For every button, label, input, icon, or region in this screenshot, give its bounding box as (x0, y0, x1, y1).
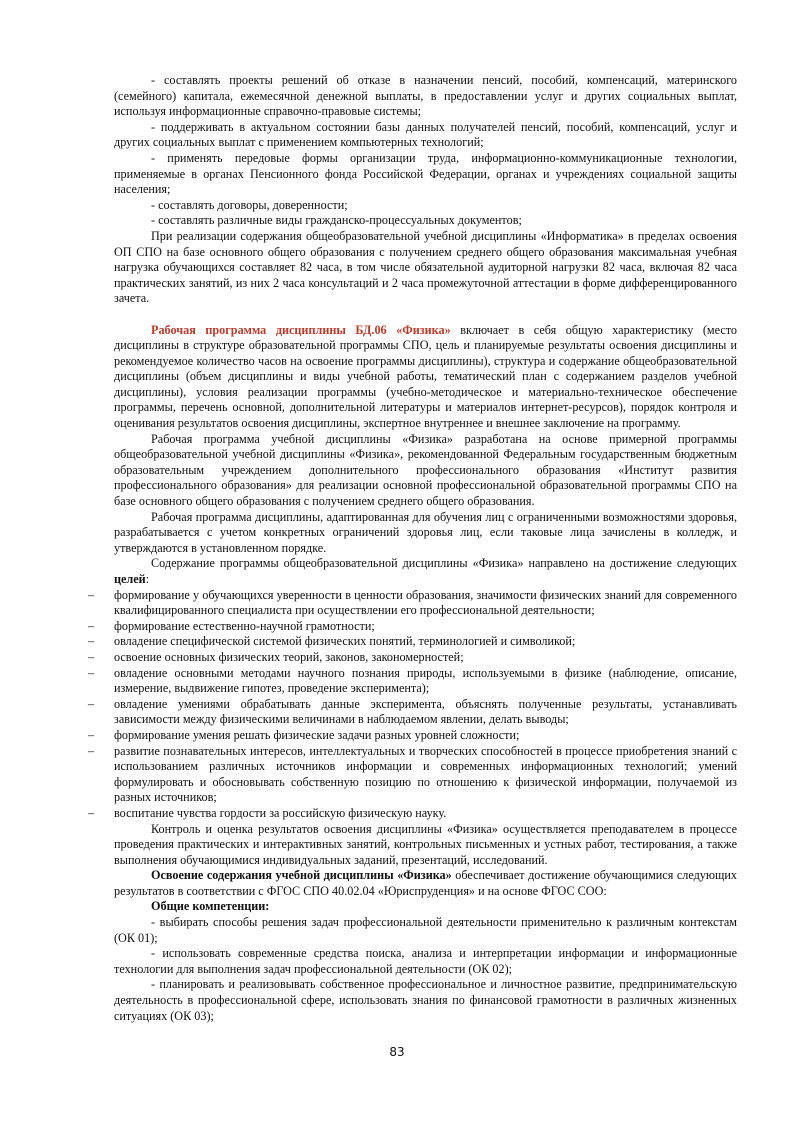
list-item (88, 618, 737, 635)
page-number: 83 (389, 1045, 405, 1059)
competency-ok01: - выбирать способы решения задач профессиональной деятельности применительно к различным контекстам (ОК 01); (114, 915, 737, 945)
goal-text: формирование умения решать физические задачи разных уровней сложности; (114, 727, 520, 742)
goals-lead-paragraph (114, 556, 737, 587)
goal-text: овладение специфической системой физических понятий, терминологией и символикой; (114, 634, 576, 649)
list-item (88, 587, 737, 619)
program-basis-paragraph: Рабочая программа учебной дисциплины «Физика» разработана на основе примерной программы общеобразовательной учебной дисциплины «Физика», рекомендованной Федеральным государственным бюджетным образовательным учреждением дополнительного профессионального образования «Институт развития профессионального образования» для реализации основной профессиональной образовательной программы СПО на базе основного общего образования с получением среднего общего образования. (114, 431, 737, 509)
goal-text: воспитание чувства гордости за российскую физическую науку. (114, 805, 447, 820)
informatics-load-paragraph: При реализации содержания общеобразовательной учебной дисциплины «Информатика» в пределах освоения ОП СПО на базе основного общего образования с получением среднего общего образования максимальная учебная нагрузка обучающихся составляет 82 часа, в том числе обязательной аудиторной нагрузки 82 часа, включая 82 часа практических занятий, из них 2 часа консультаций и 2 часа промежуточной аттестации в форме дифференцированного зачета. (114, 228, 737, 306)
competency-ok02: - использовать современные средства поиска, анализа и интерпретации информации и информационные технологии для выполнения задач профессиональной деятельности (ОК 02); (114, 946, 737, 976)
page-body (88, 73, 737, 1024)
bullet-dash: – (88, 805, 95, 820)
skill-item-3: - применять передовые формы организации труда, информационно-коммуникационные технологии, применяемые в органах Пенсионного фонда Российской Федерации, органах и учреждениях социальной защиты населения; (114, 150, 737, 197)
adapted-program-paragraph: Рабочая программа дисциплины, адаптированная для обучения лиц с ограниченными возможностями здоровья, разрабатывается с учетом конкретных ограничений здоровья лиц, если таковые лица зачислены в колледж, и утверждаются в установленном порядке. (114, 509, 737, 555)
list-item (88, 665, 737, 697)
goal-text: формирование у обучающихся уверенности в ценности образования, значимости физических знаний для современного квалифицированного специалиста при осуществлении его профессиональной деятельности; (114, 587, 737, 618)
list-item (88, 805, 737, 822)
physics-program-title: Рабочая программа дисциплины БД.06 «Физика» (151, 322, 451, 337)
physics-program-intro-text: включает в себя общую характеристику (место дисциплины в структуре образовательной программы СПО, цель и планируемые результаты освоения дисциплины и рекомендуемое количество часов на освоение программы дисциплины), структура и содержание общеобразовательной дисциплины (объем дисциплины и виды учебной работы, тематический план с содержанием разделов учебной дисциплины), условия реализации программы (учебно-методическое и материально-техническое обеспечение программы, перечень основной, дополнительной литературы и материалов интернет-ресурсов), порядок контроля и оценивания результатов освоения дисциплины, экспертное внутреннее и внешнее заключение на программу. (114, 322, 737, 431)
skill-item-4: - составлять договоры, доверенности; (151, 197, 348, 212)
goals-lead-text: Содержание программы общеобразовательной дисциплины «Физика» направлено на достижение следующих (151, 556, 737, 571)
competency-ok03: - планировать и реализовывать собственное профессиональное и личностное развитие, предпринимательскую деятельность в профессиональной сфере, использовать знания по финансовой грамотности в различных жизненных ситуациях (ОК 03); (114, 977, 737, 1023)
bullet-dash: – (88, 634, 95, 649)
bullet-dash: – (88, 727, 95, 742)
goal-text: развитие познавательных интересов, интеллектуальных и творческих способностей в процессе приобретения знаний с использованием различных источников информации и современных информационных технологий; умений формулировать и обосновывать собственную позицию по отношению к физической информации, получаемой из разных источников; (114, 743, 737, 805)
skill-item-2: - поддерживать в актуальном состоянии базы данных получателей пенсий, пособий, компенсаций, услуг и других социальных выплат с применением компьютерных технологий; (114, 119, 737, 150)
goals-colon: : (145, 572, 150, 586)
goal-text: формирование естественно-научной грамотности; (114, 618, 375, 633)
list-item (88, 649, 737, 666)
goals-list (88, 587, 737, 822)
section-gap (114, 307, 737, 323)
list-item (88, 696, 737, 728)
goal-text: освоение основных физических теорий, законов, закономерностей; (114, 649, 464, 664)
bullet-dash: – (88, 587, 95, 602)
goal-text: овладение основными методами научного познания природы, используемыми в физике (наблюдение, описание, измерение, выдвижение гипотез, проведение эксперимента); (114, 665, 737, 696)
skill-item-1: - составлять проекты решений об отказе в назначении пенсий, пособий, компенсаций, материнского (семейного) капитала, ежемесячной денежной выплаты, в предоставлении услуг и других социальных выплат, используя информационные справочно-правовые системы; (114, 73, 737, 119)
physics-program-intro (114, 323, 737, 432)
mastery-text: обеспечивает достижение обучающимися следующих результатов в соответствии с ФГОС СПО 40.02.04 «Юриспруденция» и на основе ФГОС СОО: (114, 868, 737, 898)
control-paragraph: Контроль и оценка результатов освоения дисциплины «Физика» осуществляется преподавателем в процессе проведения практических и интерактивных занятий, контрольных письменных и устных работ, тестирования, а также выполнения обучающимися индивидуальных заданий, презентаций, исследований. (114, 821, 737, 867)
competencies-heading: Общие компетенции: (151, 899, 270, 914)
skill-item-5: - составлять различные виды гражданско-процессуальных документов; (151, 213, 522, 228)
goals-word: целей (114, 572, 146, 586)
bullet-dash: – (88, 618, 95, 633)
list-item (88, 727, 737, 744)
bullet-dash: – (88, 649, 95, 664)
goal-text: овладение умениями обрабатывать данные эксперимента, объяснять полученные результаты, устанавливать зависимости между физическими величинами в наблюдаемом явлении, делать выводы; (114, 696, 737, 727)
bullet-dash: – (88, 665, 95, 680)
list-item (88, 634, 737, 650)
list-item (88, 743, 737, 806)
mastery-bold: Освоение содержания учебной дисциплины «Физика» (151, 868, 452, 883)
mastery-paragraph (114, 868, 737, 899)
bullet-dash: – (88, 743, 95, 758)
bullet-dash: – (88, 696, 95, 711)
